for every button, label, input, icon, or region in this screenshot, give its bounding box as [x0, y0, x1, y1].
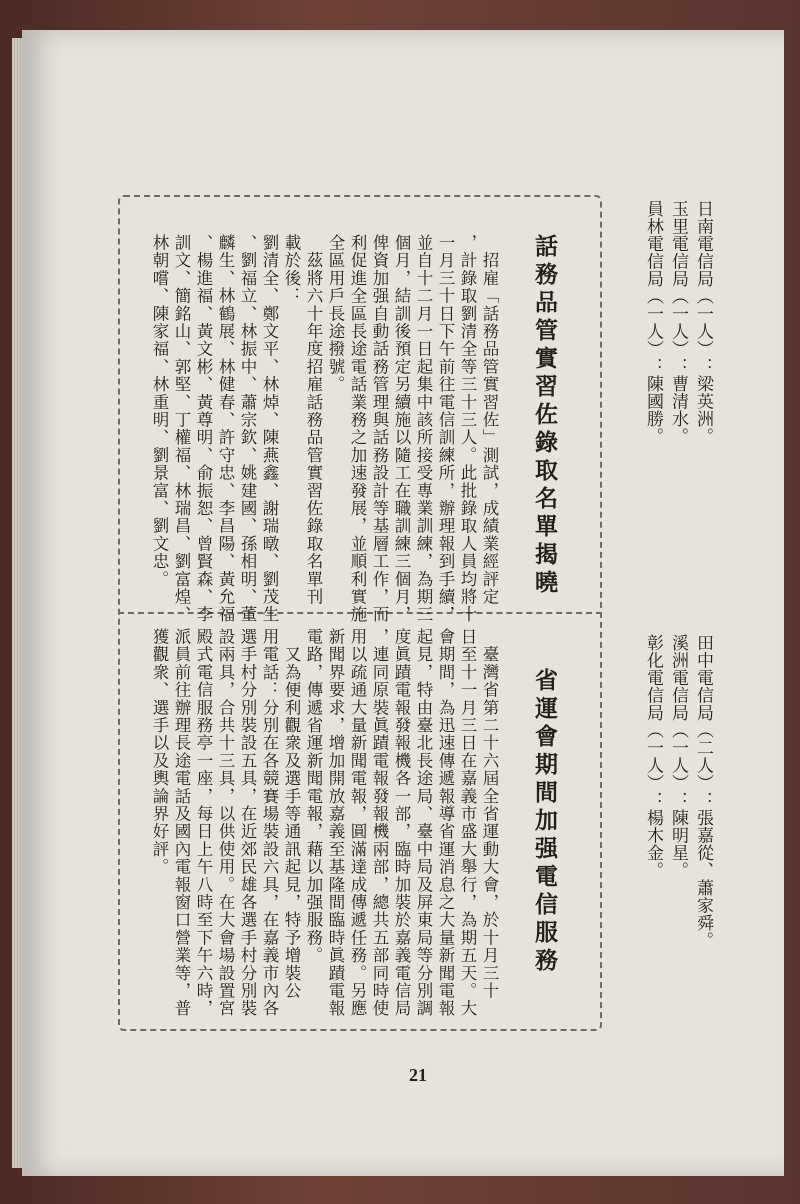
- article-title: 省運會期間加强電信服務: [531, 668, 558, 976]
- article-line: 設兩具，合共十三具，以供使用。在大會場設置宮: [216, 628, 235, 1018]
- article-line: 利促進全區長途電話業務之加速發展，並順利實施: [348, 234, 367, 624]
- article-line: 起見，特由臺北長途局、臺中局及屏東局等分別調: [414, 628, 433, 1018]
- article-line: 並自十二月一日起集中該所接受專業訓練，為期三: [414, 234, 433, 624]
- station-line: 溪洲電信局（一人）：陳明星。: [668, 634, 688, 879]
- page-number: 21: [409, 1065, 427, 1085]
- article-line: 招雇「話務品管實習佐」測試，成績業經評定: [480, 234, 499, 606]
- station-line: 田中電信局（二人）：張嘉從、蕭家舜。: [693, 634, 713, 949]
- article-line: 又為便利觀衆及選手等通訊起見，特予增裝公: [282, 628, 301, 1000]
- article-line: 、楊進福、黃文彬、黃尊明、俞振恕、曾賢森、李: [194, 234, 213, 624]
- article-line: ，計錄取劉清全等三十三人。此批錄取人員均將十: [458, 234, 477, 624]
- article-line: 訓文、簡銘山、郭堅、丁權福、林瑞昌、劉富煌、: [172, 234, 191, 624]
- article-line: 臺灣省第二十六屆全省運動大會，於十月三十: [480, 628, 499, 1000]
- article-line: 用電話：分別在各競賽場裝設六具，在嘉義市內各: [260, 628, 279, 1018]
- article-line: 劉清全、鄭文平、林焯、陳燕鑫、謝瑞暾、劉茂生: [260, 234, 279, 624]
- article-line: 新聞界要求，增加開放嘉義至基隆間臨時眞蹟電報: [326, 628, 345, 1018]
- article-line: 、劉福立、林振中、蕭宗欽、姚建國、孫相明、董: [238, 234, 257, 624]
- article-line: 日至十一月三日在嘉義市盛大舉行，為期五天。大: [458, 628, 477, 1018]
- article-line: ，連同原裝眞蹟電報發報機兩部，總共五部同時使: [370, 628, 389, 1018]
- article-line: 麟生、林鶴展、林健春、許守忠、李昌陽、黃允福: [216, 234, 235, 624]
- station-line: 玉里電信局（一人）：曹清水。: [668, 200, 688, 445]
- article-line: 個月，結訓後預定另續施以隨工在職訓練三個月，: [392, 234, 411, 624]
- article-line: 選手村分別裝設五具，在近郊民雄各選手村分別裝: [238, 628, 257, 1018]
- article-line: 殿式電信服務亭一座，每日上午八時至下午六時，: [194, 628, 213, 1018]
- article-line: 載於後：: [282, 234, 301, 305]
- article-line: 全區用戶長途撥號。: [326, 234, 345, 394]
- article-line: 茲將六十年度招雇話務品管實習佐錄取名單刊: [304, 234, 323, 606]
- article-line: 林朝嚐、陳家福、林重明、劉景富、劉文忠。: [150, 234, 169, 588]
- article-line: 度眞蹟電報發報機各一部，臨時加裝於嘉義電信局: [392, 628, 411, 1018]
- article-line: 獲觀衆、選手以及輿論界好評。: [150, 628, 169, 876]
- article-line: 電路，傳遞省運新聞電報，藉以加强服務。: [304, 628, 323, 965]
- article-line: 用以疏通大量新聞電報，圓滿達成傳遞任務。另應: [348, 628, 367, 1018]
- article-line: 會期間，為迅速傳遞報導省運消息之大量新聞電報: [436, 628, 455, 1018]
- article-title: 話務品管實習佐錄取名單揭曉: [531, 234, 558, 598]
- article-line: 俾資加强自動話務管理與話務設計等基層工作，而: [370, 234, 389, 624]
- station-line: 日南電信局（一人）：梁英洲。: [693, 200, 713, 445]
- station-line: 員林電信局（一人）：陳國勝。: [643, 200, 663, 445]
- article-line: 派員前往辦理長途電話及國內電報窗口營業等，普: [172, 628, 191, 1018]
- article-line: 一月三十日下午前往電信訓練所，辦理報到手續，: [436, 234, 455, 624]
- station-line: 彰化電信局（一人）：楊木金。: [643, 634, 663, 879]
